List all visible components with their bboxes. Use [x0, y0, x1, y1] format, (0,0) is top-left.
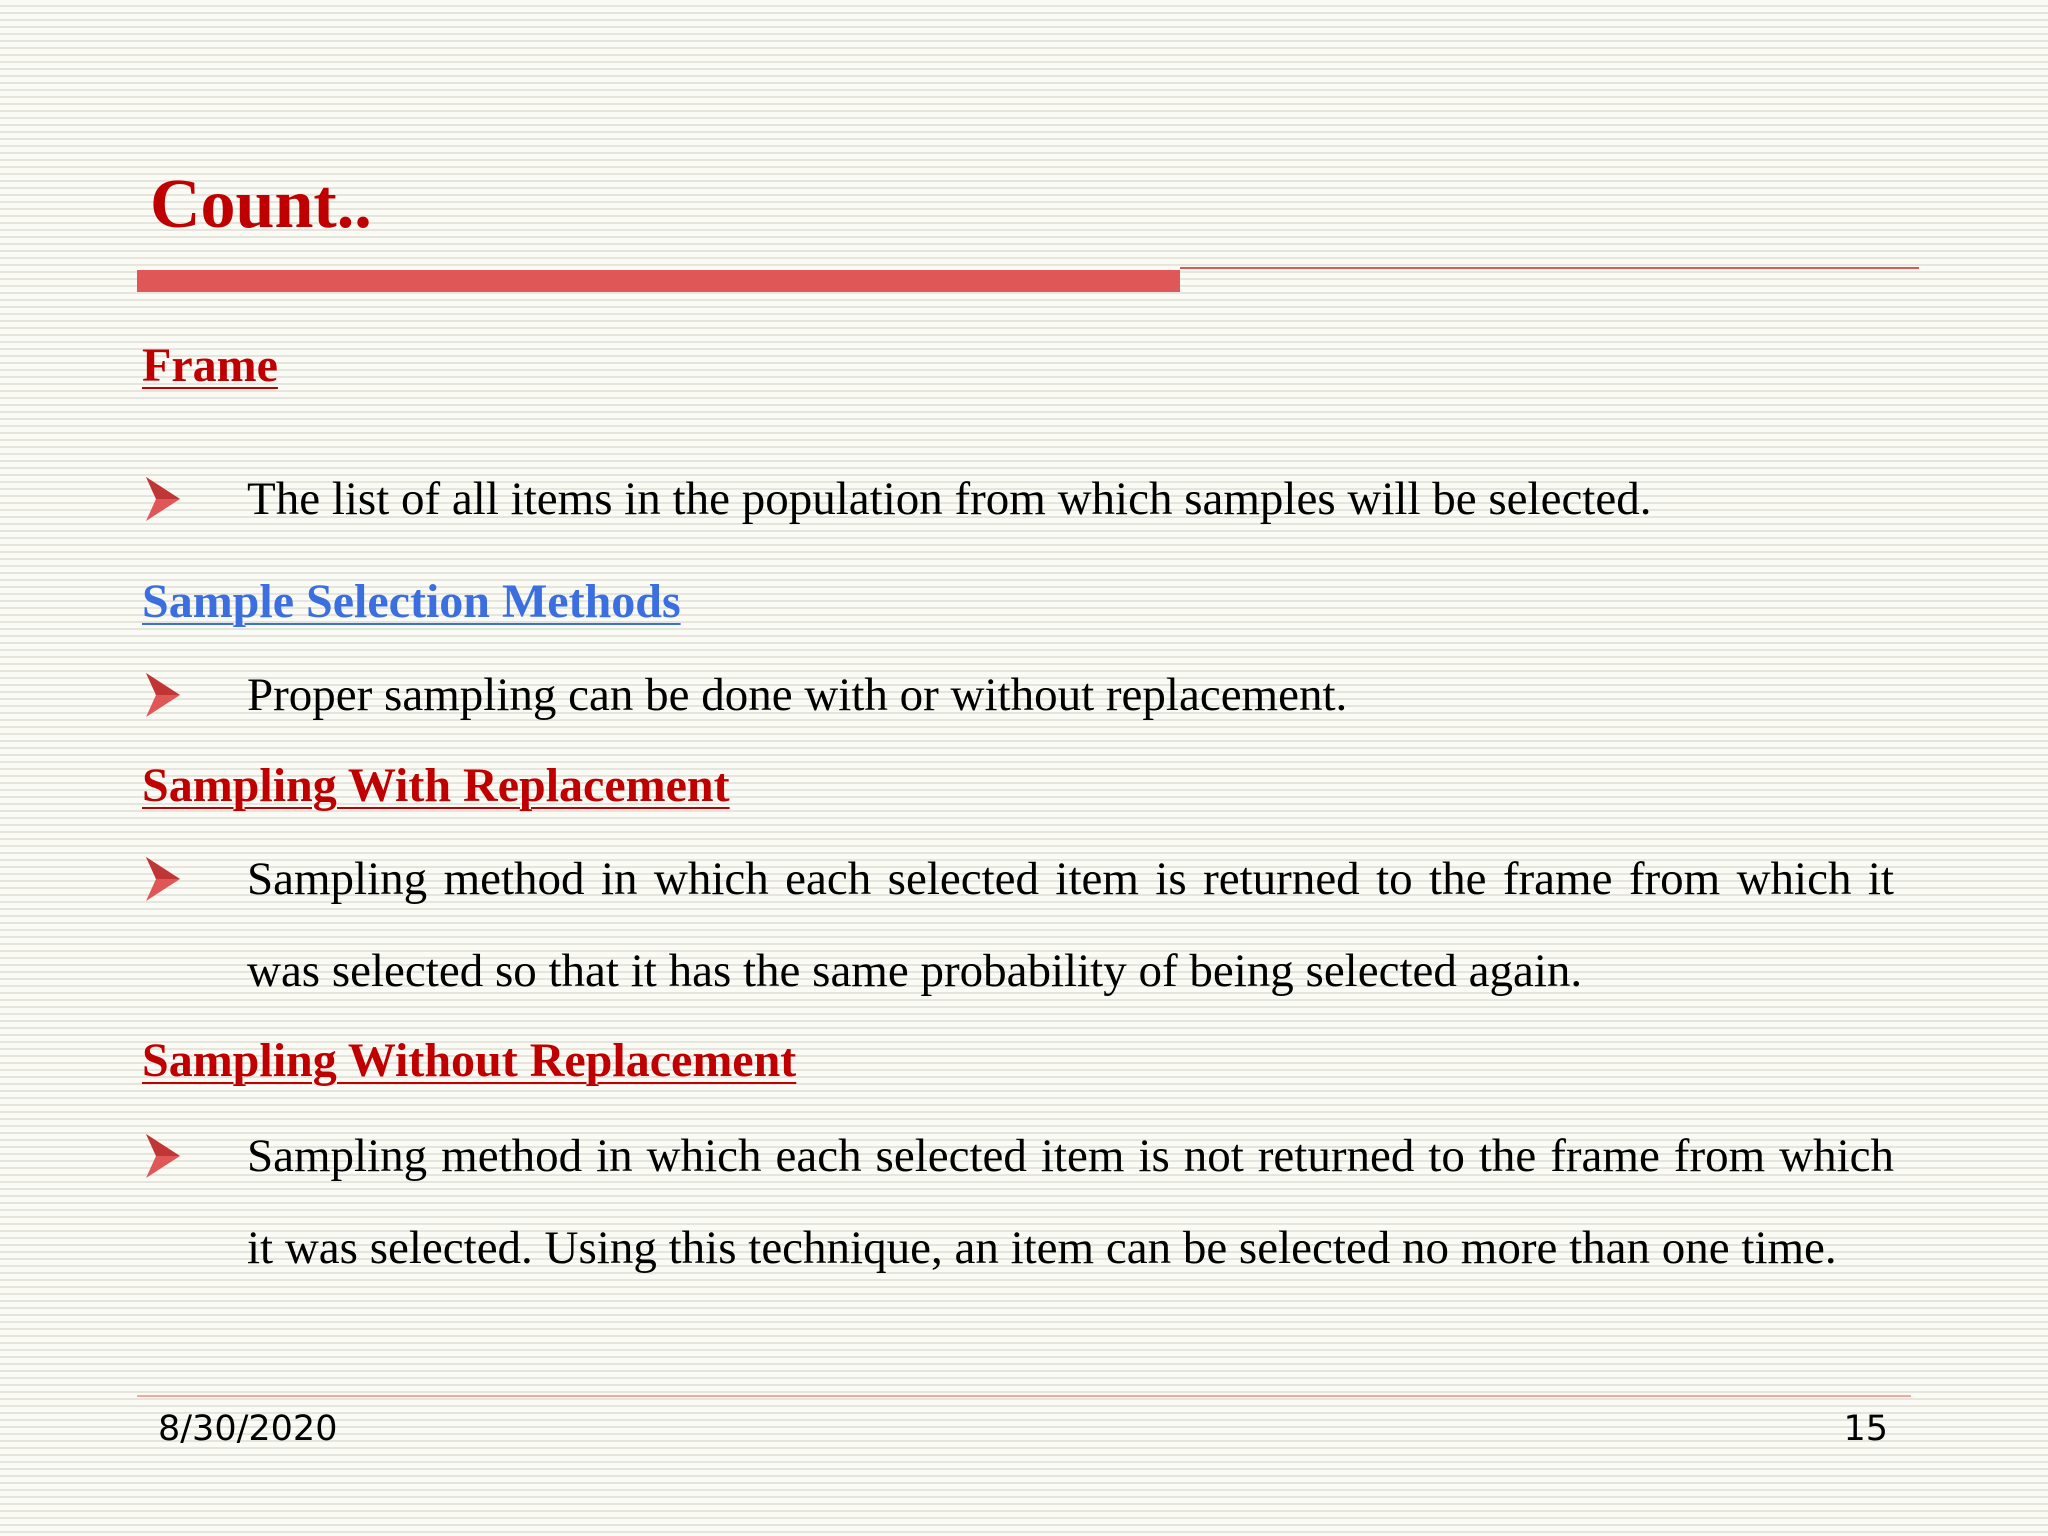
bullet-sample-selection-methods	[142, 669, 1894, 761]
bullet-text-sampling-without-replacement: Sampling method in which each selected item is not returned to the frame from which it was selected. Using this technique, an item can be selected no more than one time.	[247, 1130, 1894, 1274]
heading-sample-selection-methods: Sample Selection Methods	[142, 575, 681, 628]
arrowhead-bullet-icon	[142, 1130, 182, 1182]
bullet-sampling-without-replacement	[142, 1130, 1894, 1314]
title-underline-bar	[137, 270, 1180, 292]
slide-title: Count..	[150, 166, 372, 243]
slide-number: 15	[1843, 1409, 1888, 1449]
title-underline-rule	[1180, 267, 1919, 269]
heading-sampling-with-replacement: Sampling With Replacement	[142, 759, 730, 812]
heading-frame: Frame	[142, 339, 278, 392]
arrowhead-bullet-icon	[142, 473, 182, 525]
bullet-sampling-with-replacement	[142, 853, 1894, 1037]
heading-sampling-without-replacement: Sampling Without Replacement	[142, 1034, 797, 1087]
bullet-text-sampling-with-replacement: Sampling method in which each selected item is returned to the frame from which it was selected so that it has the same probability of being selected again.	[247, 853, 1894, 997]
bullet-frame	[142, 473, 1894, 565]
footer-date: 8/30/2020	[158, 1409, 338, 1449]
bullet-text-sample-selection-methods: Proper sampling can be done with or without replacement.	[247, 669, 1348, 721]
arrowhead-bullet-icon	[142, 853, 182, 905]
footer-divider	[137, 1395, 1911, 1397]
arrowhead-bullet-icon	[142, 669, 182, 721]
bullet-text-frame: The list of all items in the population from which samples will be selected.	[247, 473, 1652, 525]
